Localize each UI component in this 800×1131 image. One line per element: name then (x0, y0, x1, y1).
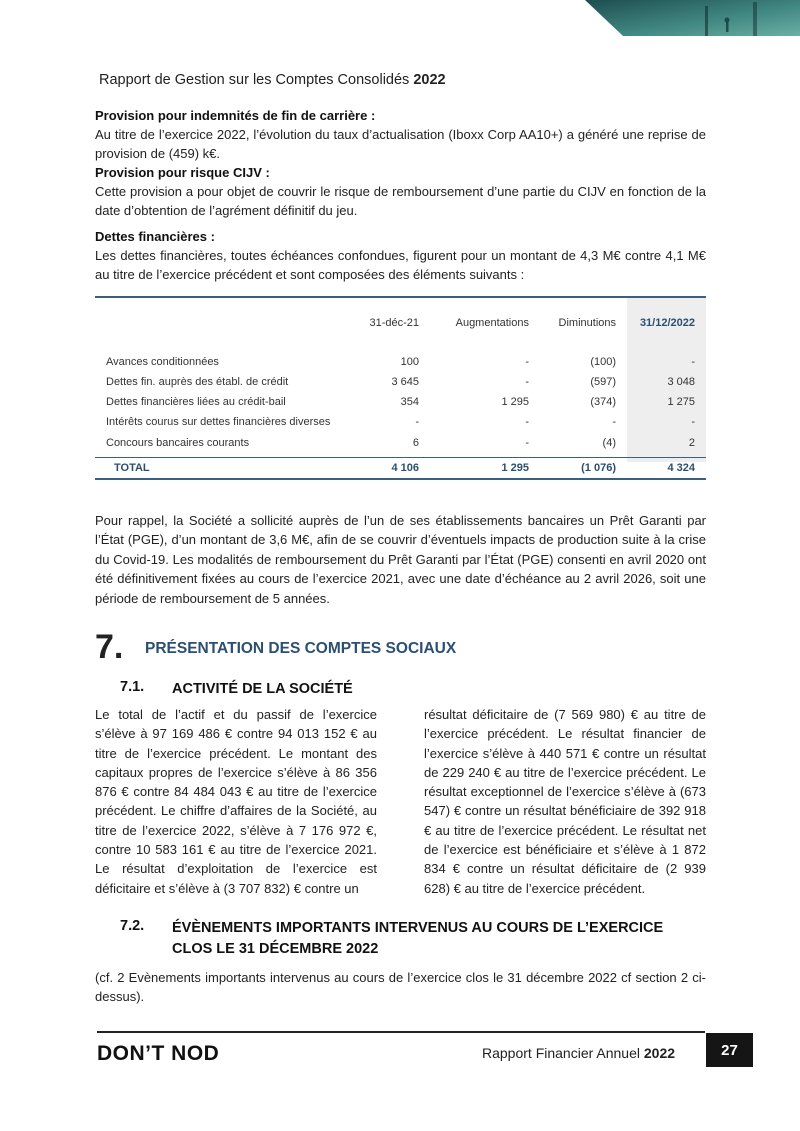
row-label: Dettes fin. auprès des établ. de crédit (106, 376, 289, 388)
footer-title-text: Rapport Financier Annuel (482, 1045, 640, 1061)
total-label: TOTAL (114, 462, 150, 474)
dettes-heading: Dettes financières : (95, 229, 215, 244)
row-value-diminutions: (100) (590, 356, 616, 368)
row-value-2022: - (691, 416, 695, 428)
cijv-heading: Provision pour risque CIJV : (95, 165, 270, 180)
table-row (95, 356, 706, 376)
row-value-diminutions: (4) (602, 437, 616, 449)
row-value-augmentations: 1 295 (501, 396, 529, 408)
row-value-2021: 6 (412, 437, 419, 449)
section-7-number: 7. (95, 628, 124, 666)
subsection-7-2-number: 7.2. (120, 918, 145, 934)
running-header-title: Rapport de Gestion sur les Comptes Consolidés (99, 72, 410, 88)
total-value-2021: 4 106 (391, 462, 419, 474)
dettes-table (95, 296, 706, 474)
cijv-text: Cette provision a pour objet de couvrir le risque de remboursement d’une partie du CIJV en fonction de la date d’obtention de l’agrément définitif du jeu. (95, 184, 706, 218)
section-7-title: PRÉSENTATION DES COMPTES SOCIAUX (145, 640, 457, 657)
activity-column-right: résultat déficitaire de (7 569 980) € au titre de l’exercice précédent. Le résultat financier de l’exercice s’élève à 440 571 € contre un résultat de 229 240 € au titre de l’exercice précédent. Le résultat exceptionnel de l’exercice s’élève à (673 547) € contre un résultat bénéficiaire de 392 918 € au titre de l’exercice précédent. Le résultat net de l’exercice est bénéficiaire et s’élève à 1 872 834 € contre un résultat déficitaire de (2 939 628) € au titre de l’exercice précédent. (424, 707, 706, 896)
row-value-augmentations: - (525, 356, 529, 368)
row-value-2021: 3 645 (391, 376, 419, 388)
row-value-2021: 100 (400, 356, 419, 368)
section-cijv (95, 164, 706, 220)
footer-rule (97, 1031, 705, 1033)
row-value-2022: - (691, 356, 695, 368)
col-header-diminutions: Diminutions (558, 317, 616, 329)
page-number: 27 (706, 1033, 753, 1067)
table-row (95, 437, 706, 457)
row-value-diminutions: (597) (590, 376, 616, 388)
company-logo: DON’T NOD (97, 1042, 220, 1065)
running-header (99, 72, 446, 88)
subsection-7-2-title-line2: CLOS LE 31 DÉCEMBRE 2022 (172, 941, 379, 957)
section-ifc (95, 107, 706, 163)
total-value-2022: 4 324 (667, 462, 695, 474)
table-row (95, 376, 706, 396)
activity-column-left: Le total de l’actif et du passif de l’exercice s’élève à 97 169 486 € contre 94 013 152 € au titre de l’exercice précédent. Le montant des capitaux propres de l’exercice s’élève à 86 356 876 € contre 84 484 043 € au titre de l’exercice précédent. Le chiffre d’affaires de la Société, au titre de l’exercice 2022, s’élève à 7 176 972 €, contre 10 583 161 € au titre de l’exercice 2021. Le résultat d’exploitation de l’exercice est déficitaire et s’élève à (3 707 832) € contre un (95, 707, 377, 896)
subsection-7-2-title-line1: ÉVÈNEMENTS IMPORTANTS INTERVENUS AU COURS DE L’EXERCICE (172, 920, 664, 936)
row-label: Avances conditionnées (106, 356, 219, 368)
subsection-7-2-title (172, 918, 663, 960)
row-value-2021: 354 (400, 396, 419, 408)
col-header-2021: 31-déc-21 (369, 317, 419, 329)
table-top-rule (95, 296, 706, 298)
ifc-text: Au titre de l’exercice 2022, l’évolution du taux d’actualisation (Iboxx Corp AA10+) a généré une reprise de provision de (459) k€. (95, 127, 706, 161)
row-label: Dettes financières liées au crédit-bail (106, 396, 286, 408)
total-value-diminutions: (1 076) (581, 462, 616, 474)
subsection-7-1-number: 7.1. (120, 679, 145, 695)
table-bottom-rule (95, 478, 706, 480)
running-header-year: 2022 (413, 72, 446, 88)
row-value-2021: - (415, 416, 419, 428)
footer-year: 2022 (643, 1045, 676, 1061)
row-value-2022: 3 048 (667, 376, 695, 388)
row-value-2022: 2 (688, 437, 695, 449)
section-dettes (95, 228, 706, 284)
total-value-augmentations: 1 295 (501, 462, 529, 474)
dettes-text: Les dettes financières, toutes échéances confondues, figurent pour un montant de 4,3 M€ contre 4,1 M€ au titre de l’exercice précédent et sont composées des éléments suivants : (95, 248, 706, 282)
ifc-heading: Provision pour indemnités de fin de carrière : (95, 108, 376, 123)
row-value-augmentations: - (525, 416, 529, 428)
row-value-diminutions: (374) (590, 396, 616, 408)
col-header-augmentations: Augmentations (455, 317, 529, 329)
events-paragraph: (cf. 2 Evènements importants intervenus au cours de l’exercice clos le 31 décembre 2022 cf section 2 ci-dessus). (95, 970, 706, 1004)
row-label: Intérêts courus sur dettes financières diverses (106, 416, 331, 428)
col-header-2022: 31/12/2022 (639, 317, 695, 329)
row-value-augmentations: - (525, 376, 529, 388)
pge-paragraph: Pour rappel, la Société a sollicité auprès de l’un de ses établissements bancaires un Prêt Garanti par l’État (PGE), d’un montant de 3,6 M€, afin de se couvrir d’éventuels impacts de production suite à la crise du Covid-19. Les modalités de remboursement du Prêt Garanti par l’État (PGE) consenti en avril 2020 ont été définitivement fixées au cours de l’exercice 2021, avec une date d’échéance au 2 avril 2026, soit une période de remboursement de 5 années. (95, 513, 706, 606)
row-value-2022: 1 275 (667, 396, 695, 408)
footer-report-title (482, 1045, 675, 1061)
table-row (95, 396, 706, 416)
subsection-7-1-title: ACTIVITÉ DE LA SOCIÉTÉ (172, 681, 353, 697)
row-value-augmentations: - (525, 437, 529, 449)
header-corner-image (585, 0, 800, 36)
table-row (95, 416, 706, 436)
row-label: Concours bancaires courants (106, 437, 250, 449)
row-value-diminutions: - (612, 416, 616, 428)
table-total-rule (95, 457, 706, 458)
